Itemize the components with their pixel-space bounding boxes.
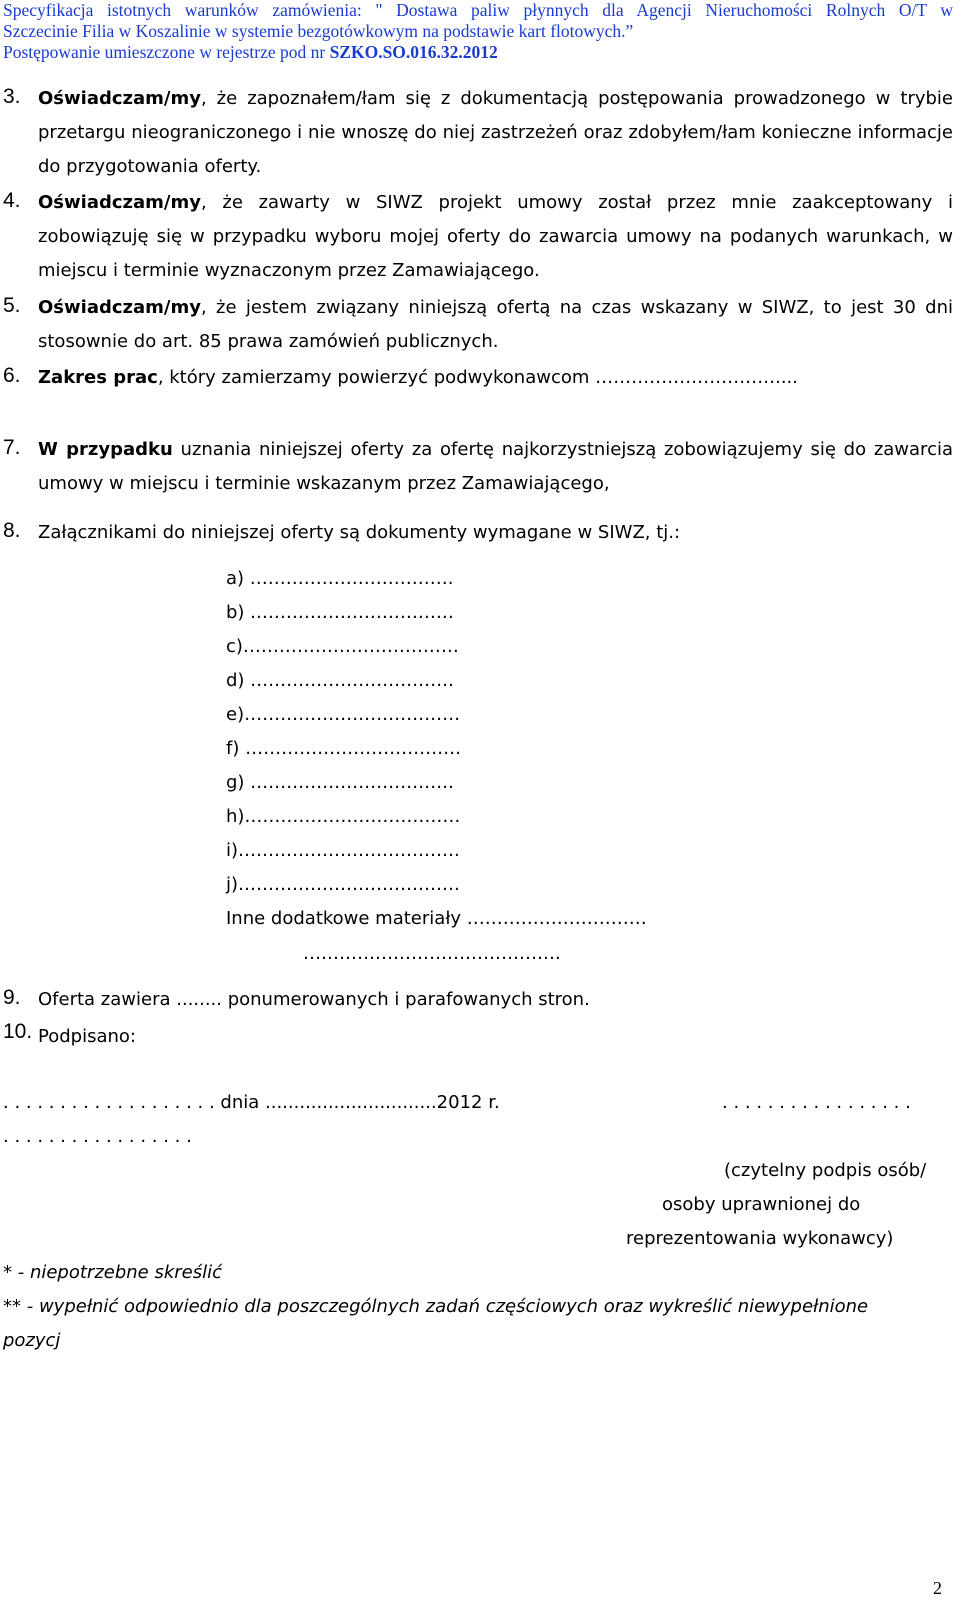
registry-prefix: Postępowanie umieszczone w rejestrze pod nr [3, 42, 330, 62]
attachment-other: Inne dodatkowe materiały ………………………… [226, 908, 647, 929]
signature-dots-left: . . . . . . . . . . . . . . . . . [3, 1126, 192, 1147]
item-10-text: Podpisano: [38, 1026, 136, 1047]
item-4-body: , że zawarty w SIWZ projekt umowy został przez mnie zaakceptowany i zobowiązuję się w przypadku wyboru mojej oferty do zawarcia umowy na podanych warunkach, w miejscu i terminie wyznaczonym przez Zamawiającego. [38, 192, 953, 281]
attachment-e: e)……………………………… [226, 704, 461, 725]
attachment-g: g) ……………………………. [226, 772, 454, 793]
item-5-body: , że jestem związany niniejszą ofertą na czas wskazany w SIWZ, to jest 30 dni stosownie do art. 85 prawa zamówień publicznych. [38, 297, 953, 352]
signature-caption-2: osoby uprawnionej do [662, 1194, 861, 1215]
item-4-text [38, 186, 953, 288]
item-3-text [38, 82, 953, 184]
signature-caption-3: reprezentowania wykonawcy) [626, 1228, 894, 1249]
attachment-h: h)……………………………… [226, 806, 461, 827]
item-4-number: 4. [3, 189, 21, 212]
page-number: 2 [933, 1578, 942, 1598]
item-4-bold: Oświadczam/my [38, 192, 201, 213]
attachment-b: b) .…………………………… [226, 602, 454, 623]
item-3-bold: Oświadczam/my [38, 88, 201, 109]
signature-dots-right: . . . . . . . . . . . . . . . . . [722, 1092, 911, 1113]
item-8-text: Załącznikami do niniejszej oferty są dokumenty wymagane w SIWZ, tj.: [38, 522, 681, 543]
footnote-2: ** - wypełnić odpowiednio dla poszczególnych zadań częściowych oraz wykreślić niewypełnione [3, 1296, 869, 1317]
item-9-text: Oferta zawiera ........ ponumerowanych i parafowanych stron. [38, 989, 590, 1010]
header-line-3 [3, 42, 953, 63]
date-line: . . . . . . . . . . . . . . . . . . . dnia ..............................2012 r. [3, 1092, 500, 1113]
attachment-j: j)………………………………. [226, 874, 460, 895]
footnote-2-continuation: pozycj [3, 1330, 61, 1351]
item-10-number: 10. [3, 1020, 33, 1043]
item-5-number: 5. [3, 294, 21, 317]
attachment-i: i)………………………………. [226, 840, 460, 861]
item-6-body: , który zamierzamy powierzyć podwykonawcom ………………………….... [157, 367, 798, 388]
item-7-text [38, 433, 953, 501]
attachment-a: a) ……………………………. [226, 568, 454, 589]
item-7-bold: W przypadku [38, 439, 173, 460]
item-6-number: 6. [3, 364, 21, 387]
header-line-1: Specyfikacja istotnych warunków zamówienia: " Dostawa paliw płynnych dla Agencji Nieruchomości Rolnych O/T w [3, 0, 953, 20]
attachment-other-continuation: ……………………………………. [303, 943, 561, 964]
item-7-body: uznania niniejszej oferty za ofertę najkorzystniejszą zobowiązujemy się do zawarcia umowy w miejscu i terminie wskazanym przez Zamawiającego, [38, 439, 953, 494]
registry-code: SZKO.SO.016.32.2012 [329, 42, 498, 62]
signature-caption-1: (czytelny podpis osób/ [724, 1160, 927, 1181]
item-9-number: 9. [3, 986, 21, 1009]
item-3-body: , że zapoznałem/łam się z dokumentacją postępowania prowadzonego w trybie przetargu nieograniczonego i nie wnoszę do niej zastrzeżeń oraz zdobyłem/łam konieczne informacje do przygotowania oferty. [38, 88, 953, 177]
header-line-2: Szczecinie Filia w Koszalinie w systemie bezgotówkowym na podstawie kart flotowych.” [3, 21, 634, 41]
item-3-number: 3. [3, 85, 21, 108]
attachment-d: d) ……………………………. [226, 670, 454, 691]
item-5-text [38, 291, 953, 359]
item-8-number: 8. [3, 519, 21, 542]
item-5-bold: Oświadczam/my [38, 297, 201, 318]
footnote-1: * - niepotrzebne skreślić [3, 1262, 223, 1283]
item-6-bold: Zakres prac [38, 367, 158, 388]
attachment-f: f) ……………………………… [226, 738, 462, 759]
attachment-c: c)……………………………… [226, 636, 459, 657]
item-6-text [38, 361, 953, 395]
page-header [3, 0, 953, 63]
item-7-number: 7. [3, 436, 21, 459]
